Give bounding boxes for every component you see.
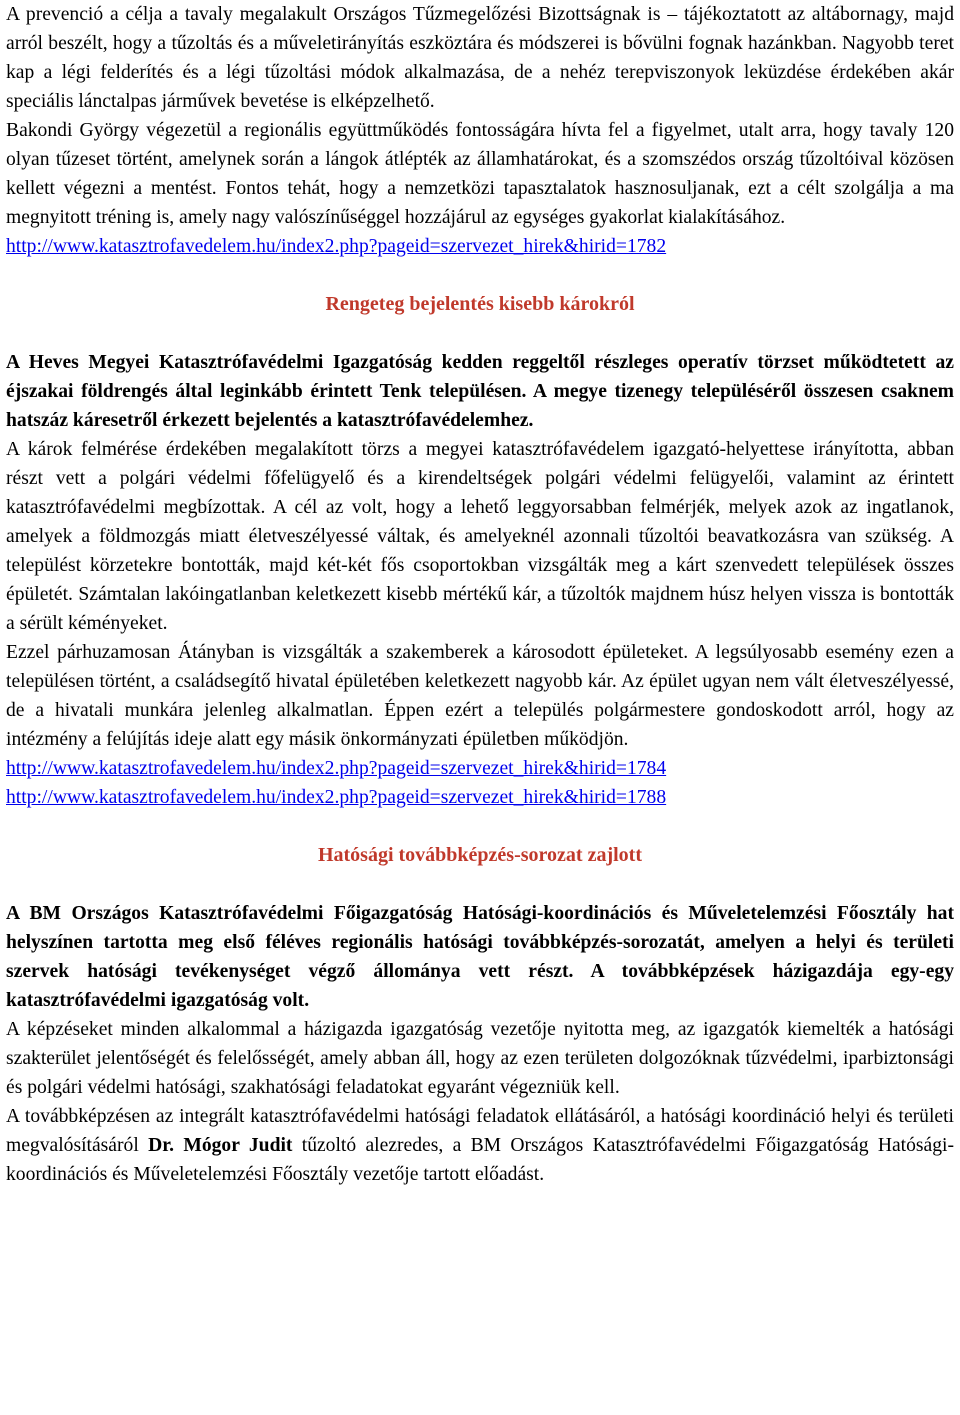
section-title: Rengeteg bejelentés kisebb károkról	[325, 293, 635, 315]
paragraph: A prevenció a célja a tavaly megalakult Országos Tűzmegelőzési Bizottságnak is – tájékoztatott az altábornagy, majd arról beszélt, hogy a tűzoltás és a műveletirányítás eszköztára és módszerei is bővülni fognak hazánkban. Nagyobb teret kap a légi felderítés és a légi tűzoltási módok alkalmazása, de a nehéz terepviszonyok leküzdése érdekében akár speciális lánctalpas járművek bevetése is elképzelhető.	[6, 4, 954, 112]
paragraph: A képzéseket minden alkalommal a házigazda igazgatóság vezetője nyitotta meg, az igazgatók kiemelték a hatósági szakterület jelentőségét és felelősségét, amely abban áll, hogy az ezen területen dolgozóknak tűzvédelmi, iparbiztonsági és polgári védelmi hatósági, szakhatósági feladatokat egyaránt végezniük kell.	[6, 1019, 954, 1098]
article-link[interactable]: http://www.katasztrofavedelem.hu/index2.php?pageid=szervezet_hirek&hirid=1784	[6, 758, 667, 779]
paragraph	[6, 1102, 954, 1189]
lead-paragraph: A BM Országos Katasztrófavédelmi Főigazgatóság Hatósági-koordinációs és Műveletelemzési Főosztály hat helyszínen tartotta meg első féléves regionális hatósági továbbképzés-sorozatát, amelyen a helyi és területi szervek hatósági tevékenységet végző állománya vett részt. A továbbképzések házigazdája egy-egy katasztrófavédelmi igazgatóság volt.	[6, 903, 954, 1011]
text-run: A továbbképzésen az integrált katasztrófavédelmi hatósági feladatok ellátásáról, a hatósági koordináció helyi és területi megvalósításáról	[6, 1106, 954, 1156]
section-title: Hatósági továbbképzés-sorozat zajlott	[317, 844, 643, 866]
speaker-name: Dr. Mógor Judit	[148, 1135, 293, 1156]
paragraph: Bakondi György végezetül a regionális együttműködés fontosságára hívta fel a figyelmet, utalt arra, hogy tavaly 120 olyan tűzeset történt, amelynek során a lángok átlépték az államhatárokat, és a szomszédos ország tűzoltóival közösen kellett végezni a mentést. Fontos tehát, hogy a nemzetközi tapasztalatok hasznosuljanak, ezt a célt szolgálja a ma megnyitott tréning is, amely nagy valószínűséggel hozzájárul az egységes gyakorlat kialakításához.	[6, 120, 954, 228]
lead-paragraph: A Heves Megyei Katasztrófavédelmi Igazgatóság kedden reggeltől részleges operatív törzset működtetett az éjszakai földrengés által leginkább érintett Tenk településen. A megye tizenegy településéről összesen csaknem hatszáz káresetről érkezett bejelentés a katasztrófavédelemhez.	[6, 352, 954, 431]
paragraph: Ezzel párhuzamosan Átányban is vizsgálták a szakemberek a károsodott épületeket. A legsúlyosabb esemény ezen a településen történt, a családsegítő hivatal épületében keletkezett nagyobb kár. Az épület ugyan nem vált életveszélyessé, de a hivatali munkára jelenleg alkalmatlan. Éppen ezért a település polgármestere gondoskodott arról, hogy az intézmény a felújítás ideje alatt egy másik önkormányzati épületben működjön.	[6, 642, 954, 750]
article-link[interactable]: http://www.katasztrofavedelem.hu/index2.php?pageid=szervezet_hirek&hirid=1788	[6, 787, 667, 808]
article-link[interactable]: http://www.katasztrofavedelem.hu/index2.php?pageid=szervezet_hirek&hirid=1782	[6, 236, 667, 257]
paragraph: A károk felmérése érdekében megalakított törzs a megyei katasztrófavédelem igazgató-helyettese irányította, abban részt vett a polgári védelmi főfelügyelő és a kirendeltségek polgári védelmi felügyelői, valamint az érintett katasztrófavédelmi megbízottak. A cél az volt, hogy a lehető leggyorsabban felmérjék, melyek azok az ingatlanok, amelyek a földmozgás miatt életveszélyessé váltak, és amelyeknél azonnali tűzoltói beavatkozásra van szükség. A települést körzetekre bontották, majd két-két fős csoportokban vizsgálták meg a kárt szenvedett települések összes épületét. Számtalan lakóingatlanban keletkezett kisebb mértékű kár, a tűzoltók majdnem húsz helyen vissza is bontották a sérült kéményeket.	[6, 439, 954, 634]
text-run: tűzoltó alezredes, a BM Országos Katasztrófavédelmi Főigazgatóság Hatósági-koordinációs és Műveletelemzési Főosztály vezetője tartott előadást.	[6, 1135, 954, 1185]
